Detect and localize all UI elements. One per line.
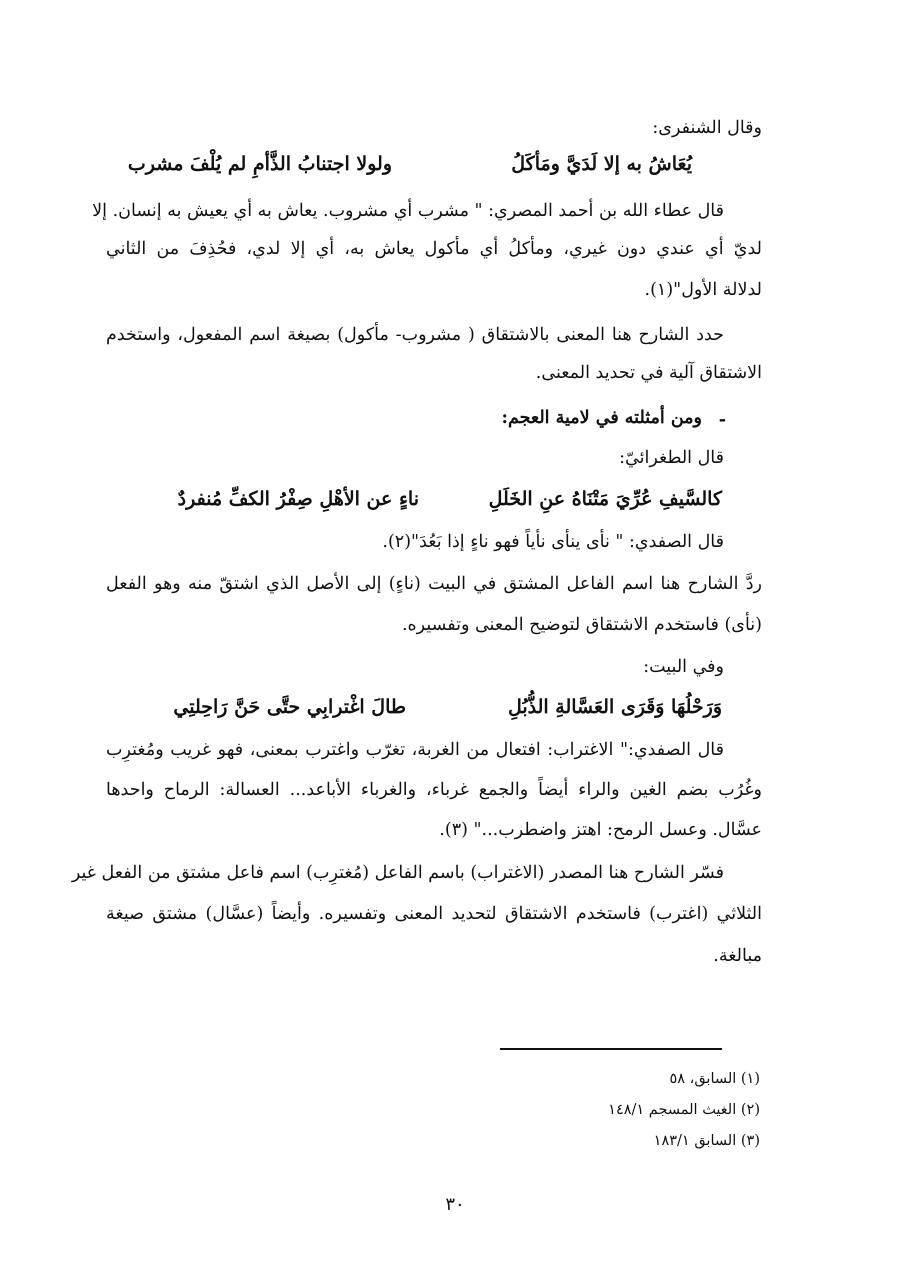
verse2-hemistich2: كالسَّيفِ عُرِّيَ مَتْنَاهُ عنِ الخَلَلِ: [488, 488, 722, 510]
bullet-text: ومن أمثلته في لامية العجم:: [501, 408, 702, 428]
p1-line1: قال عطاء الله بن أحمد المصري: " مشرب أي مشروب. يعاش به أي يعيش به إنسان. إلا: [92, 201, 724, 221]
p4-line1: ردَّ الشارح هنا اسم الفاعل المشتق في البيت (ناءٍ) إلى الأصل الذي اشتقّ منه وهو الفعل: [106, 574, 762, 594]
p5-line1: قال الصفدي:" الاغتراب: افتعال من الغربة، تغرّب واغترب بمعنى، فهو غريب ومُغترِب: [106, 740, 724, 760]
intro-bayt: وفي البيت:: [643, 657, 724, 677]
verse1-hemistich1: ولولا اجتنابُ الذَّأمِ لم يُلْفَ مشرب: [127, 153, 392, 175]
p6-line1: فسّر الشارح هنا المصدر (الاغتراب) باسم الفاعل (مُغترِب) اسم فاعل مشتق من الفعل غير: [71, 863, 724, 883]
verse2-hemistich1: ناءٍ عن الأهْلِ صِفْرُ الكفِّ مُنفردٌ: [177, 488, 419, 510]
p5-line3: عسَّال. وعسل الرمح: اهتز واضطرب..." (٣).: [439, 820, 762, 840]
intro-tughrai: قال الطغرائيّ:: [619, 448, 724, 468]
p2-line1: حدد الشارح هنا المعنى بالاشتقاق ( مشروب- مأكول) بصيغة اسم المفعول، واستخدم: [106, 325, 724, 345]
verse3-hemistich2: وَرَحْلُهَا وَقَرَى العَسَّالةِ الذُّبُلِ: [507, 696, 722, 718]
intro-shanfara: وقال الشنفرى:: [652, 118, 762, 138]
footnote-separator: [500, 1048, 722, 1050]
p3: قال الصفدي: " نأى ينأى نأياً فهو ناءٍ إذا بَعُدَ"(٢).: [382, 532, 724, 552]
footnote-1: (١) السابق، ٥٨: [669, 1071, 760, 1087]
bullet-dash: -: [718, 410, 726, 430]
p1-line3: لدلالة الأول"(١).: [644, 280, 762, 300]
footnote-2: (٢) الغيث المسجم ١٤٨/١: [608, 1102, 760, 1118]
verse1-hemistich2: يُعَاشُ به إلا لَدَيَّ ومَأكَلُ: [511, 153, 692, 175]
verse3-hemistich1: طالَ اغْترابِي حتَّى حَنَّ رَاحِلتِي: [173, 696, 406, 718]
p4-line2: (نأى) فاستخدم الاشتقاق لتوضيح المعنى وتفسيره.: [401, 615, 762, 635]
p2-line2: الاشتقاق آلية في تحديد المعنى.: [535, 363, 762, 383]
footnote-3: (٣) السابق ١٨٣/١: [653, 1133, 760, 1149]
p6-line3: مبالغة.: [713, 946, 762, 966]
p6-line2: الثلاثي (اغترب) فاستخدم الاشتقاق لتحديد المعنى وتفسيره. وأيضاً (عسَّال) مشتق صيغة: [106, 904, 762, 924]
p1-line2: لديّ أي عندي دون غيري، ومأكلُ أي مأكول يعاش به، أي إلا لدي، فحُذِفَ من الثاني: [106, 239, 762, 259]
page-number: ٣٠: [445, 1194, 465, 1215]
p5-line2: وغُرُب بضم الغين والراء أيضاً والجمع غرباء، والغرباء الأباعد... العسالة: الرماح واحدها: [106, 780, 762, 800]
